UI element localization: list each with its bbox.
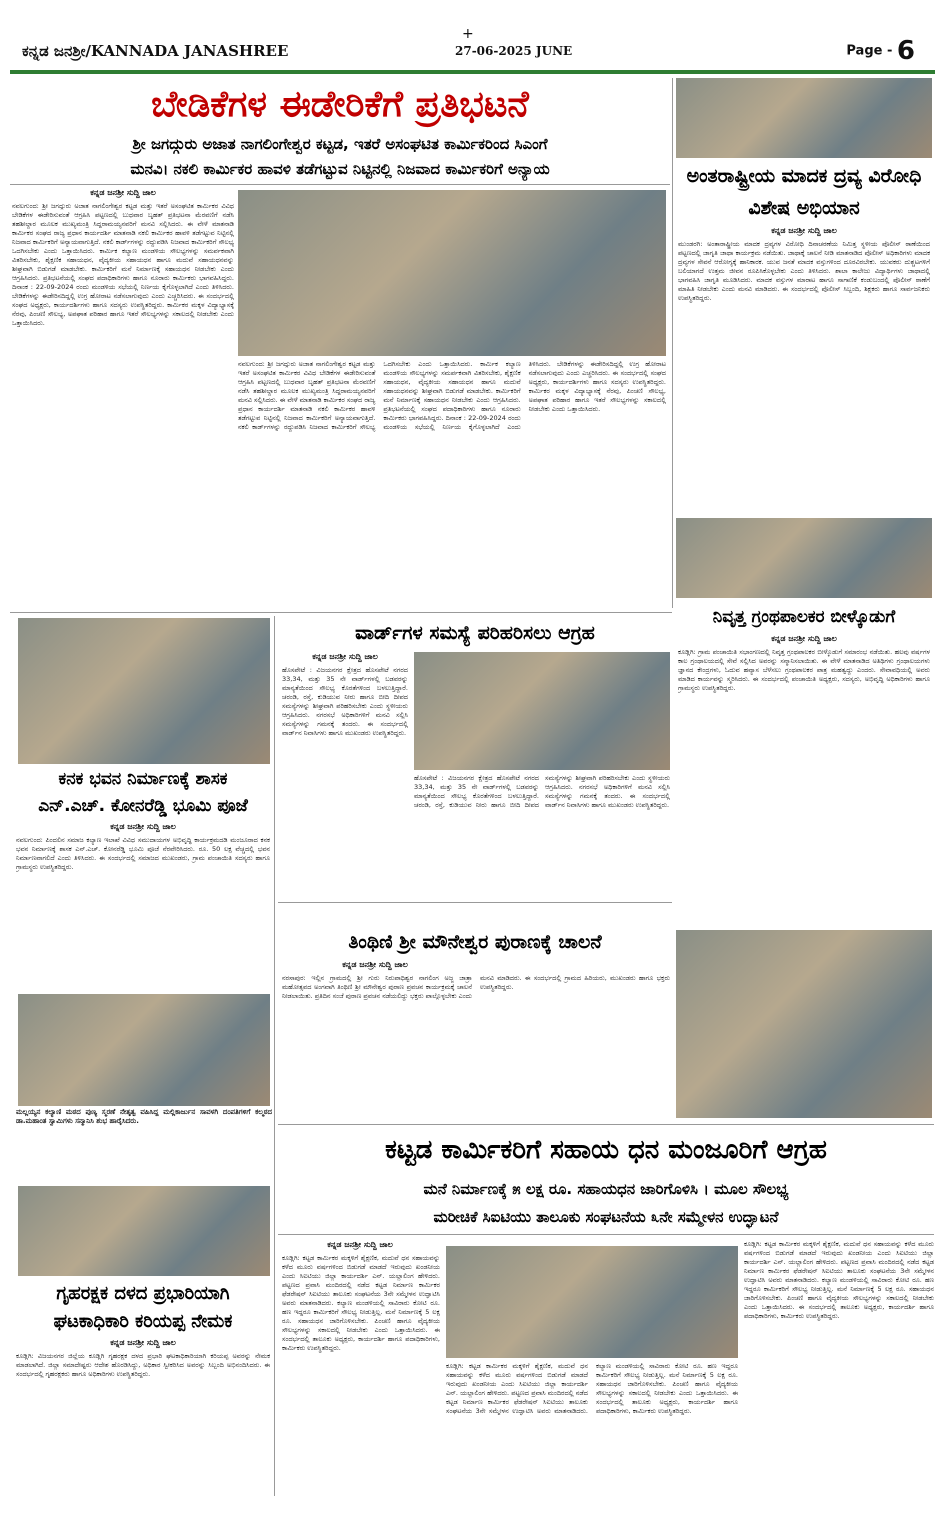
purana-photo: [676, 930, 932, 1118]
paper-name: ಕನ್ನಡ ಜನಶ್ರೀ/KANNADA JANASHREE: [22, 42, 289, 60]
building-headline: ಕಟ್ಟಡ ಕಾರ್ಮಿಕರಿಗೆ ಸಹಾಯ ಧನ ಮಂಜೂರಿಗೆ ಆಗ್ರಹ: [385, 1135, 827, 1165]
ward-byline: ಕನ್ನಡ ಜನಶ್ರೀ ಸುದ್ದಿ ಜಾಲ: [312, 652, 378, 661]
homeguard-byline: ಕನ್ನಡ ಜನಶ್ರೀ ಸುದ್ದಿ ಜಾಲ: [110, 1338, 176, 1347]
kanaka-headline-2: ಎನ್.ಎಚ್. ಕೋನರೆಡ್ಡಿ ಭೂಮಿ ಪೂಜೆ: [38, 796, 248, 816]
registration-mark: +: [462, 26, 474, 42]
column-divider: [274, 616, 275, 1496]
protest-photo: [238, 190, 666, 356]
mutt-felicitation-photo: [18, 994, 270, 1106]
ward-photo: [414, 652, 670, 770]
building-byline: ಕನ್ನಡ ಜನಶ್ರೀ ಸುದ್ದಿ ಜಾಲ: [327, 1240, 393, 1249]
librarian-byline: ಕನ್ನಡ ಜನಶ್ರೀ ಸುದ್ದಿ ಜಾಲ: [771, 634, 837, 643]
issue-date: 27-06-2025 JUNE: [455, 44, 573, 58]
building-workers-photo: [446, 1246, 738, 1358]
ward-headline: ವಾರ್ಡ್‌ಗಳ ಸಮಸ್ಯೆ ಪರಿಹರಿಸಲು ಆಗ್ರಹ: [355, 622, 595, 644]
homeguard-headline-1: ಗೃಹರಕ್ಷಕ ದಳದ ಪ್ರಭಾರಿಯಾಗಿ: [56, 1283, 230, 1304]
building-subheadline-1: ಮನೆ ನಿರ್ಮಾಣಕ್ಕೆ ೫ ಲಕ್ಷ ರೂ. ಸಹಾಯಧನ ಜಾರಿಗೊಳಿಸಿ । ಮೂಲ ಸೌಲಭ್ಯ: [423, 1180, 789, 1198]
homeguard-photo: [18, 1186, 270, 1276]
masthead-rule: [10, 70, 935, 74]
building-subheadline-2: ಮರೀಚಿಕೆ ಸಿಐಟಿಯು ತಾಲೂಕು ಸಂಘಟನೆಯ ೩ನೇ ಸಮ್ಮೇಳನ ಉದ್ಘಾಟನೆ: [433, 1208, 779, 1226]
kanaka-byline: ಕನ್ನಡ ಜನಶ್ರೀ ಸುದ್ದಿ ಜಾಲ: [110, 822, 176, 831]
main-headline: ಬೇಡಿಕೆಗಳ ಈಡೇರಿಕೆಗೆ ಪ್ರತಿಭಟನೆ: [151, 84, 529, 125]
librarian-photo: [676, 518, 932, 598]
kanaka-bhoomi-puja-photo: [18, 618, 270, 764]
kanaka-body: ನವಲಗುಂದ: ಪಿಂದಲಿನ ಸಮಾಜ ಕಲ್ಯಾಣ ಇಲಾಖೆ ವಿವಿಧ ಸಮುದಾಯಗಳ ಅಭಿವೃದ್ಧಿ ಕಾರ್ಯಕ್ರಮದಡಿ ಮಂಜೂರಾದ ಕನಕ ಭವನ ನಿರ್ಮಾಣಕ್ಕೆ ಶಾಸಕ ಎನ್.ಎಚ್. ಕೋನರೆಡ್ಡಿ ಭೂಮಿ ಪೂಜೆ ನೆರವೇರಿಸಿದರು. ರೂ. 50 ಲಕ್ಷ ವೆಚ್ಚದಲ್ಲಿ ಭವನ ನಿರ್ಮಾಣವಾಗಲಿದೆ ಎಂದು ತಿಳಿಸಿದರು. ಈ ಸಂದರ್ಭದಲ್ಲಿ ಸಮಾಜದ ಮುಖಂಡರು, ಗ್ರಾಮ ಪಂಚಾಯಿತಿ ಸದಸ್ಯರು ಹಾಗೂ ಗ್ರಾಮಸ್ಥರು ಉಪಸ್ಥಿತರಿದ್ದರು.: [16, 836, 270, 871]
mutt-caption: ಮಲ್ಲಯ್ಯನ ಕಲ್ಯಾಣಿ ಮಠದ ಪುಣ್ಯ ಸ್ಮರಣೆ ನೇತೃತ್ವ ವಹಿಸಿದ್ದ ಮಲ್ಲಿಕಾರ್ಜುನ ಸಾವಳಗಿ ದಂಪತಿಗಳಿಗೆ ಕಲ್ಮಠದ ಡಾ.ಮಹಾಂತ ಸ್ವಾಮಿಗಳು ಸನ್ಮಾನಿಸಿ ಶುಭ ಹಾರೈಸಿದರು.: [16, 1108, 272, 1125]
drug-headline: ಅಂತರಾಷ್ಟ್ರೀಯ ಮಾದಕ ದ್ರವ್ಯ ವಿರೋಧಿ ವಿಶೇಷ ಅಭಿಯಾನ: [686, 165, 922, 219]
page-number: Page - 6: [846, 36, 915, 66]
divider: [278, 1234, 934, 1235]
purana-body: ನರಸಾಪುರ: ಇಲ್ಲಿನ ಗ್ರಾಮದಲ್ಲಿ ಶ್ರೀ ಗುರು ನಿರುಪಾಧಿಶ್ವರ ನಾಗಲಿಂಗ ಅಜ್ಜ ಜಾತ್ರಾ ಮಹೋತ್ಸವದ ಅಂಗವಾಗಿ ತಿಂಥಿಣಿ ಶ್ರೀ ಮೌನೇಶ್ವರ ಪುರಾಣ ಪ್ರವಚನ ಕಾರ್ಯಕ್ರಮಕ್ಕೆ ಚಾಲನೆ ನೀಡಲಾಯಿತು. ಪ್ರತಿದಿನ ಸಂಜೆ ಪುರಾಣ ಪ್ರವಚನ ನಡೆಯಲಿದ್ದು ಭಕ್ತರು ಪಾಲ್ಗೊಳ್ಳಬೇಕು ಎಂದು ಮನವಿ ಮಾಡಿದರು. ಈ ಸಂದರ್ಭದಲ್ಲಿ ಗ್ರಾಮದ ಹಿರಿಯರು, ಮುಖಂಡರು ಹಾಗೂ ಭಕ್ತರು ಉಪಸ್ಥಿತರಿದ್ದರು.: [282, 974, 670, 1000]
main-subheadline-2: ಮನವಿ। ನಕಲಿ ಕಾರ್ಮಿಕರ ಹಾವಳಿ ತಡೆಗಟ್ಟುವ ನಿಟ್ಟಿನಲ್ಲಿ ನಿಜವಾದ ಕಾರ್ಮಿಕರಿಗೆ ಅನ್ಯಾಯ: [130, 160, 550, 178]
divider: [10, 184, 670, 185]
drug-awareness-photo: [676, 78, 932, 158]
main-body-left: ನವಲಗುಂದ: ಶ್ರೀ ಜಗದ್ಗುರು ಅಜಾತ ನಾಗಲಿಂಗೇಶ್ವರ ಕಟ್ಟಡ ಮತ್ತು ಇತರೆ ಅಸಂಘಟಿತ ಕಾರ್ಮಿಕರ ವಿವಿಧ ಬೇಡಿಕೆಗಳ ಈಡೇರಿಸುವಂತೆ ಆಗ್ರಹಿಸಿ ಪಟ್ಟಣದಲ್ಲಿ ಬುಧವಾರ ಬೃಹತ್ ಪ್ರತಿಭಟನಾ ಮೆರವಣಿಗೆ ನಡೆಸಿ ತಹಶೀಲ್ದಾರ ಮೂಲಕ ಮುಖ್ಯಮಂತ್ರಿ ಸಿದ್ದರಾಮಯ್ಯನವರಿಗೆ ಮನವಿ ಸಲ್ಲಿಸಿದರು. ಈ ವೇಳೆ ಮಾತನಾಡಿ ಕಾರ್ಮಿಕರ ಸಂಘದ ರಾಜ್ಯ ಪ್ರಧಾನ ಕಾರ್ಯದರ್ಶಿ ಮಾತನಾಡಿ ನಕಲಿ ಕಾರ್ಮಿಕರ ಹಾವಳಿ ತಡೆಗಟ್ಟುವ ನಿಟ್ಟಿನಲ್ಲಿ ನಿಜವಾದ ಕಾರ್ಮಿಕರಿಗೆ ಅನ್ಯಾಯವಾಗುತ್ತಿದೆ. ನಕಲಿ ಕಾರ್ಡ್‌ಗಳನ್ನು ರದ್ದುಪಡಿಸಿ ನಿಜವಾದ ಕಾರ್ಮಿಕರಿಗೆ ಸೌಲಭ್ಯ ಒದಗಿಸಬೇಕು ಎಂದು ಒತ್ತಾಯಿಸಿದರು. ಕಾರ್ಮಿಕ ಕಲ್ಯಾಣ ಮಂಡಳಿಯ ಸೌಲಭ್ಯಗಳನ್ನು ಸಮರ್ಪಕವಾಗಿ ವಿತರಿಸಬೇಕು, ಶೈಕ್ಷಣಿಕ ಸಹಾಯಧನ, ವೈದ್ಯಕೀಯ ಸಹಾಯಧನ ಹಾಗೂ ಮದುವೆ ಸಹಾಯಧನವನ್ನು ಶೀಘ್ರವಾಗಿ ಬಿಡುಗಡೆ ಮಾಡಬೇಕು. ಕಾರ್ಮಿಕರಿಗೆ ಮನೆ ನಿರ್ಮಾಣಕ್ಕೆ ಸಹಾಯಧನ ನೀಡಬೇಕು ಎಂದು ಆಗ್ರಹಿಸಿದರು. ಪ್ರತಿಭಟನೆಯಲ್ಲಿ ಸಂಘದ ಪದಾಧಿಕಾರಿಗಳು ಹಾಗೂ ನೂರಾರು ಕಾರ್ಮಿಕರು ಭಾಗವಹಿಸಿದ್ದರು. ದಿನಾಂಕ : 22-09-2024 ರಂದು ಮಂಡಳಿಯ ಸಭೆಯಲ್ಲಿ ನಿರ್ಣಯ ಕೈಗೊಳ್ಳಲಾಗಿದೆ ಎಂದು ತಿಳಿಸಿದರು. ಬೇಡಿಕೆಗಳನ್ನು ಈಡೇರಿಸದಿದ್ದಲ್ಲಿ ಉಗ್ರ ಹೋರಾಟ ನಡೆಸಲಾಗುವುದು ಎಂದು ಎಚ್ಚರಿಸಿದರು. ಈ ಸಂದರ್ಭದಲ್ಲಿ ಸಂಘದ ಅಧ್ಯಕ್ಷರು, ಕಾರ್ಯದರ್ಶಿಗಳು ಹಾಗೂ ಸದಸ್ಯರು ಉಪಸ್ಥಿತರಿದ್ದರು. ಕಾರ್ಮಿಕರ ಮಕ್ಕಳ ವಿದ್ಯಾಭ್ಯಾಸಕ್ಕೆ ನೆರವು, ಪಿಂಚಣಿ ಸೌಲಭ್ಯ, ಅಪಘಾತ ಪರಿಹಾರ ಹಾಗೂ ಇತರೆ ಸೌಲಭ್ಯಗಳನ್ನು ಸಕಾಲದಲ್ಲಿ ನೀಡಬೇಕು ಎಂದು ಒತ್ತಾಯಿಸಿದರು.: [12, 202, 234, 327]
ward-body-right: ಹೊಸಪೇಟೆ : ವಿಜಯನಗರ ಕ್ಷೇತ್ರದ ಹೊಸಪೇಟೆ ನಗರದ 33,34, ಮತ್ತು 35 ನೇ ವಾರ್ಡ್‌ಗಳಲ್ಲಿ ಬಡವರನ್ನು ಮಾನ್ಯತೆಯಿಂದ ಸೌಲಭ್ಯ ಕೊರತೆಗಳಿಂದ ಬಳಲುತ್ತಿದ್ದಾರೆ. ಚರಂಡಿ, ರಸ್ತೆ, ಕುಡಿಯುವ ನೀರು ಹಾಗೂ ಬೀದಿ ದೀಪದ ಸಮಸ್ಯೆಗಳನ್ನು ಶೀಘ್ರವಾಗಿ ಪರಿಹರಿಸಬೇಕು ಎಂದು ಸ್ಥಳೀಯರು ಆಗ್ರಹಿಸಿದರು. ನಗರಸಭೆ ಅಧಿಕಾರಿಗಳಿಗೆ ಮನವಿ ಸಲ್ಲಿಸಿ ಸಮಸ್ಯೆಗಳನ್ನು ಗಮನಕ್ಕೆ ತಂದರು. ಈ ಸಂದರ್ಭದಲ್ಲಿ ವಾರ್ಡ್‌ನ ನಿವಾಸಿಗಳು ಹಾಗೂ ಮುಖಂಡರು ಉಪಸ್ಥಿತರಿದ್ದರು.: [414, 774, 670, 809]
divider: [10, 612, 672, 613]
purana-byline: ಕನ್ನಡ ಜನಶ್ರೀ ಸುದ್ದಿ ಜಾಲ: [342, 960, 408, 969]
divider: [278, 902, 672, 903]
building-body-middle: ಕೂಡ್ಲಿಗಿ: ಕಟ್ಟಡ ಕಾರ್ಮಿಕರ ಮಕ್ಕಳಿಗೆ ಶೈಕ್ಷಣಿಕ, ಮದುವೆ ಧನ ಸಹಾಯವನ್ನು ಕಳೆದ ಮೂರು ವರ್ಷಗಳಿಂದ ಬಿಡುಗಡೆ ಮಾಡದೆ ಇರುವುದು ಖಂಡನೀಯ ಎಂದು ಸಿಐಟಿಯು ಜಿಲ್ಲಾ ಕಾರ್ಯದರ್ಶಿ ಎನ್. ಯಲ್ಲಾಲಿಂಗ ಹೇಳಿದರು. ಪಟ್ಟಣದ ಪ್ರವಾಸಿ ಮಂದಿರದಲ್ಲಿ ನಡೆದ ಕಟ್ಟಡ ನಿರ್ಮಾಣ ಕಾರ್ಮಿಕರ ಫೆಡರೇಷನ್ ಸಿಐಟಿಯು ತಾಲೂಕು ಸಂಘಟನೆಯ 3ನೇ ಸಮ್ಮೇಳನ ಉದ್ಘಾಟಿಸಿ ಅವರು ಮಾತನಾಡಿದರು. ಕಲ್ಯಾಣ ಮಂಡಳಿಯಲ್ಲಿ ಸಾವಿರಾರು ಕೋಟಿ ರೂ. ಹಣ ಇದ್ದರೂ ಕಾರ್ಮಿಕರಿಗೆ ಸೌಲಭ್ಯ ನೀಡುತ್ತಿಲ್ಲ. ಮನೆ ನಿರ್ಮಾಣಕ್ಕೆ 5 ಲಕ್ಷ ರೂ. ಸಹಾಯಧನ ಜಾರಿಗೊಳಿಸಬೇಕು. ಪಿಂಚಣಿ ಹಾಗೂ ವೈದ್ಯಕೀಯ ಸೌಲಭ್ಯಗಳನ್ನು ಸಕಾಲದಲ್ಲಿ ನೀಡಬೇಕು ಎಂದು ಒತ್ತಾಯಿಸಿದರು. ಈ ಸಂದರ್ಭದಲ್ಲಿ ತಾಲೂಕು ಅಧ್ಯಕ್ಷರು, ಕಾರ್ಯದರ್ಶಿ ಹಾಗೂ ಪದಾಧಿಕಾರಿಗಳು, ಕಾರ್ಮಿಕರು ಉಪಸ್ಥಿತರಿದ್ದರು.: [446, 1362, 738, 1415]
kanaka-headline-1: ಕನಕ ಭವನ ನಿರ್ಮಾಣಕ್ಕೆ ಶಾಸಕ: [58, 769, 228, 789]
homeguard-headline-2: ಘಟಕಾಧಿಕಾರಿ ಕರಿಯಪ್ಪ ನೇಮಕ: [53, 1311, 233, 1332]
drug-byline: ಕನ್ನಡ ಜನಶ್ರೀ ಸುದ್ದಿ ಜಾಲ: [771, 226, 837, 235]
main-body-right: ನವಲಗುಂದ: ಶ್ರೀ ಜಗದ್ಗುರು ಅಜಾತ ನಾಗಲಿಂಗೇಶ್ವರ ಕಟ್ಟಡ ಮತ್ತು ಇತರೆ ಅಸಂಘಟಿತ ಕಾರ್ಮಿಕರ ವಿವಿಧ ಬೇಡಿಕೆಗಳ ಈಡೇರಿಸುವಂತೆ ಆಗ್ರಹಿಸಿ ಪಟ್ಟಣದಲ್ಲಿ ಬುಧವಾರ ಬೃಹತ್ ಪ್ರತಿಭಟನಾ ಮೆರವಣಿಗೆ ನಡೆಸಿ ತಹಶೀಲ್ದಾರ ಮೂಲಕ ಮುಖ್ಯಮಂತ್ರಿ ಸಿದ್ದರಾಮಯ್ಯನವರಿಗೆ ಮನವಿ ಸಲ್ಲಿಸಿದರು. ಈ ವೇಳೆ ಮಾತನಾಡಿ ಕಾರ್ಮಿಕರ ಸಂಘದ ರಾಜ್ಯ ಪ್ರಧಾನ ಕಾರ್ಯದರ್ಶಿ ಮಾತನಾಡಿ ನಕಲಿ ಕಾರ್ಮಿಕರ ಹಾವಳಿ ತಡೆಗಟ್ಟುವ ನಿಟ್ಟಿನಲ್ಲಿ ನಿಜವಾದ ಕಾರ್ಮಿಕರಿಗೆ ಅನ್ಯಾಯವಾಗುತ್ತಿದೆ. ನಕಲಿ ಕಾರ್ಡ್‌ಗಳನ್ನು ರದ್ದುಪಡಿಸಿ ನಿಜವಾದ ಕಾರ್ಮಿಕರಿಗೆ ಸೌಲಭ್ಯ ಒದಗಿಸಬೇಕು ಎಂದು ಒತ್ತಾಯಿಸಿದರು. ಕಾರ್ಮಿಕ ಕಲ್ಯಾಣ ಮಂಡಳಿಯ ಸೌಲಭ್ಯಗಳನ್ನು ಸಮರ್ಪಕವಾಗಿ ವಿತರಿಸಬೇಕು, ಶೈಕ್ಷಣಿಕ ಸಹಾಯಧನ, ವೈದ್ಯಕೀಯ ಸಹಾಯಧನ ಹಾಗೂ ಮದುವೆ ಸಹಾಯಧನವನ್ನು ಶೀಘ್ರವಾಗಿ ಬಿಡುಗಡೆ ಮಾಡಬೇಕು. ಕಾರ್ಮಿಕರಿಗೆ ಮನೆ ನಿರ್ಮಾಣಕ್ಕೆ ಸಹಾಯಧನ ನೀಡಬೇಕು ಎಂದು ಆಗ್ರಹಿಸಿದರು. ಪ್ರತಿಭಟನೆಯಲ್ಲಿ ಸಂಘದ ಪದಾಧಿಕಾರಿಗಳು ಹಾಗೂ ನೂರಾರು ಕಾರ್ಮಿಕರು ಭಾಗವಹಿಸಿದ್ದರು. ದಿನಾಂಕ : 22-09-2024 ರಂದು ಮಂಡಳಿಯ ಸಭೆಯಲ್ಲಿ ನಿರ್ಣಯ ಕೈಗೊಳ್ಳಲಾಗಿದೆ ಎಂದು ತಿಳಿಸಿದರು. ಬೇಡಿಕೆಗಳನ್ನು ಈಡೇರಿಸದಿದ್ದಲ್ಲಿ ಉಗ್ರ ಹೋರಾಟ ನಡೆಸಲಾಗುವುದು ಎಂದು ಎಚ್ಚರಿಸಿದರು. ಈ ಸಂದರ್ಭದಲ್ಲಿ ಸಂಘದ ಅಧ್ಯಕ್ಷರು, ಕಾರ್ಯದರ್ಶಿಗಳು ಹಾಗೂ ಸದಸ್ಯರು ಉಪಸ್ಥಿತರಿದ್ದರು. ಕಾರ್ಮಿಕರ ಮಕ್ಕಳ ವಿದ್ಯಾಭ್ಯಾಸಕ್ಕೆ ನೆರವು, ಪಿಂಚಣಿ ಸೌಲಭ್ಯ, ಅಪಘಾತ ಪರಿಹಾರ ಹಾಗೂ ಇತರೆ ಸೌಲಭ್ಯಗಳನ್ನು ಸಕಾಲದಲ್ಲಿ ನೀಡಬೇಕು ಎಂದು ಒತ್ತಾಯಿಸಿದರು.: [238, 360, 666, 431]
divider: [278, 1124, 934, 1125]
ward-body-left: ಹೊಸಪೇಟೆ : ವಿಜಯನಗರ ಕ್ಷೇತ್ರದ ಹೊಸಪೇಟೆ ನಗರದ 33,34, ಮತ್ತು 35 ನೇ ವಾರ್ಡ್‌ಗಳಲ್ಲಿ ಬಡವರನ್ನು ಮಾನ್ಯತೆಯಿಂದ ಸೌಲಭ್ಯ ಕೊರತೆಗಳಿಂದ ಬಳಲುತ್ತಿದ್ದಾರೆ. ಚರಂಡಿ, ರಸ್ತೆ, ಕುಡಿಯುವ ನೀರು ಹಾಗೂ ಬೀದಿ ದೀಪದ ಸಮಸ್ಯೆಗಳನ್ನು ಶೀಘ್ರವಾಗಿ ಪರಿಹರಿಸಬೇಕು ಎಂದು ಸ್ಥಳೀಯರು ಆಗ್ರಹಿಸಿದರು. ನಗರಸಭೆ ಅಧಿಕಾರಿಗಳಿಗೆ ಮನವಿ ಸಲ್ಲಿಸಿ ಸಮಸ್ಯೆಗಳನ್ನು ಗಮನಕ್ಕೆ ತಂದರು. ಈ ಸಂದರ್ಭದಲ್ಲಿ ವಾರ್ಡ್‌ನ ನಿವಾಸಿಗಳು ಹಾಗೂ ಮುಖಂಡರು ಉಪಸ್ಥಿತರಿದ್ದರು.: [282, 666, 408, 737]
drug-body: ಮುಂಡರಗಿ: ಅಂತಾರಾಷ್ಟ್ರೀಯ ಮಾದಕ ದ್ರವ್ಯಗಳ ವಿರೋಧಿ ದಿನಾಚರಣೆಯ ನಿಮಿತ್ತ ಸ್ಥಳೀಯ ಪೊಲೀಸ್ ಠಾಣೆಯಿಂದ ಪಟ್ಟಣದಲ್ಲಿ ಜಾಗೃತಿ ಜಾಥಾ ಕಾರ್ಯಕ್ರಮ ನಡೆಯಿತು. ಜಾಥಾಕ್ಕೆ ಚಾಲನೆ ನೀಡಿ ಮಾತನಾಡಿದ ಪೊಲೀಸ್ ಅಧಿಕಾರಿಗಳು ಮಾದಕ ದ್ರವ್ಯಗಳ ಸೇವನೆ ಆರೋಗ್ಯಕ್ಕೆ ಹಾನಿಕಾರಕ. ಯುವ ಜನತೆ ಮಾದಕ ವಸ್ತುಗಳಿಂದ ದೂರವಿರಬೇಕು. ಯುವಕರು ದುಶ್ಚಟಗಳಿಗೆ ಬಲಿಯಾಗದೆ ಉತ್ತಮ ಜೀವನ ರೂಪಿಸಿಕೊಳ್ಳಬೇಕು ಎಂದು ತಿಳಿಸಿದರು. ಶಾಲಾ ಕಾಲೇಜು ವಿದ್ಯಾರ್ಥಿಗಳು ಜಾಥಾದಲ್ಲಿ ಭಾಗವಹಿಸಿ ಜಾಗೃತಿ ಮೂಡಿಸಿದರು. ಮಾದಕ ವಸ್ತುಗಳ ಮಾರಾಟ ಹಾಗೂ ಸಾಗಾಣಿಕೆ ಕಂಡುಬಂದಲ್ಲಿ ಪೊಲೀಸ್ ಠಾಣೆಗೆ ಮಾಹಿತಿ ನೀಡಬೇಕು ಎಂದು ಮನವಿ ಮಾಡಿದರು. ಈ ಸಂದರ್ಭದಲ್ಲಿ ಪೊಲೀಸ್ ಸಿಬ್ಬಂದಿ, ಶಿಕ್ಷಕರು ಹಾಗೂ ಸಾರ್ವಜನಿಕರು ಉಪಸ್ಥಿತರಿದ್ದರು.: [678, 240, 930, 302]
building-body-right: ಕೂಡ್ಲಿಗಿ: ಕಟ್ಟಡ ಕಾರ್ಮಿಕರ ಮಕ್ಕಳಿಗೆ ಶೈಕ್ಷಣಿಕ, ಮದುವೆ ಧನ ಸಹಾಯವನ್ನು ಕಳೆದ ಮೂರು ವರ್ಷಗಳಿಂದ ಬಿಡುಗಡೆ ಮಾಡದೆ ಇರುವುದು ಖಂಡನೀಯ ಎಂದು ಸಿಐಟಿಯು ಜಿಲ್ಲಾ ಕಾರ್ಯದರ್ಶಿ ಎನ್. ಯಲ್ಲಾಲಿಂಗ ಹೇಳಿದರು. ಪಟ್ಟಣದ ಪ್ರವಾಸಿ ಮಂದಿರದಲ್ಲಿ ನಡೆದ ಕಟ್ಟಡ ನಿರ್ಮಾಣ ಕಾರ್ಮಿಕರ ಫೆಡರೇಷನ್ ಸಿಐಟಿಯು ತಾಲೂಕು ಸಂಘಟನೆಯ 3ನೇ ಸಮ್ಮೇಳನ ಉದ್ಘಾಟಿಸಿ ಅವರು ಮಾತನಾಡಿದರು. ಕಲ್ಯಾಣ ಮಂಡಳಿಯಲ್ಲಿ ಸಾವಿರಾರು ಕೋಟಿ ರೂ. ಹಣ ಇದ್ದರೂ ಕಾರ್ಮಿಕರಿಗೆ ಸೌಲಭ್ಯ ನೀಡುತ್ತಿಲ್ಲ. ಮನೆ ನಿರ್ಮಾಣಕ್ಕೆ 5 ಲಕ್ಷ ರೂ. ಸಹಾಯಧನ ಜಾರಿಗೊಳಿಸಬೇಕು. ಪಿಂಚಣಿ ಹಾಗೂ ವೈದ್ಯಕೀಯ ಸೌಲಭ್ಯಗಳನ್ನು ಸಕಾಲದಲ್ಲಿ ನೀಡಬೇಕು ಎಂದು ಒತ್ತಾಯಿಸಿದರು. ಈ ಸಂದರ್ಭದಲ್ಲಿ ತಾಲೂಕು ಅಧ್ಯಕ್ಷರು, ಕಾರ್ಯದರ್ಶಿ ಹಾಗೂ ಪದಾಧಿಕಾರಿಗಳು, ಕಾರ್ಮಿಕರು ಉಪಸ್ಥಿತರಿದ್ದರು.: [744, 1240, 934, 1320]
column-divider: [672, 78, 673, 608]
homeguard-body: ಕೂಡ್ಲಿಗಿ: ವಿಜಯನಗರ ಜಿಲ್ಲೆಯ ಕೂಡ್ಲಿಗಿ ಗೃಹರಕ್ಷಕ ದಳದ ಪ್ರಭಾರಿ ಘಟಕಾಧಿಕಾರಿಯಾಗಿ ಕರಿಯಪ್ಪ ಅವರನ್ನು ನೇಮಕ ಮಾಡಲಾಗಿದೆ. ಜಿಲ್ಲಾ ಸಮಾದೇಷ್ಟರು ಆದೇಶ ಹೊರಡಿಸಿದ್ದು, ಅಧಿಕಾರ ಸ್ವೀಕರಿಸಿದ ಅವರನ್ನು ಸಿಬ್ಬಂದಿ ಅಭಿನಂದಿಸಿದರು. ಈ ಸಂದರ್ಭದಲ್ಲಿ ಗೃಹರಕ್ಷಕರು ಹಾಗೂ ಅಧಿಕಾರಿಗಳು ಉಪಸ್ಥಿತರಿದ್ದರು.: [16, 1352, 270, 1378]
main-byline: ಕನ್ನಡ ಜನಶ್ರೀ ಸುದ್ದಿ ಜಾಲ: [90, 188, 156, 197]
purana-headline: ತಿಂಥಿಣಿ ಶ್ರೀ ಮೌನೇಶ್ವರ ಪುರಾಣಕ್ಕೆ ಚಾಲನೆ: [348, 931, 602, 953]
librarian-headline: ನಿವೃತ್ತ ಗ್ರಂಥಪಾಲಕರ ಬೀಳ್ಕೊಡುಗೆ: [712, 607, 896, 627]
main-subheadline-1: ಶ್ರೀ ಜಗದ್ಗುರು ಅಜಾತ ನಾಗಲಿಂಗೇಶ್ವರ ಕಟ್ಟಡ, ಇತರೆ ಅಸಂಘಟಿತ ಕಾರ್ಮಿಕರಿಂದ ಸಿಎಂಗೆ: [132, 135, 548, 153]
building-body-left: ಕೂಡ್ಲಿಗಿ: ಕಟ್ಟಡ ಕಾರ್ಮಿಕರ ಮಕ್ಕಳಿಗೆ ಶೈಕ್ಷಣಿಕ, ಮದುವೆ ಧನ ಸಹಾಯವನ್ನು ಕಳೆದ ಮೂರು ವರ್ಷಗಳಿಂದ ಬಿಡುಗಡೆ ಮಾಡದೆ ಇರುವುದು ಖಂಡನೀಯ ಎಂದು ಸಿಐಟಿಯು ಜಿಲ್ಲಾ ಕಾರ್ಯದರ್ಶಿ ಎನ್. ಯಲ್ಲಾಲಿಂಗ ಹೇಳಿದರು. ಪಟ್ಟಣದ ಪ್ರವಾಸಿ ಮಂದಿರದಲ್ಲಿ ನಡೆದ ಕಟ್ಟಡ ನಿರ್ಮಾಣ ಕಾರ್ಮಿಕರ ಫೆಡರೇಷನ್ ಸಿಐಟಿಯು ತಾಲೂಕು ಸಂಘಟನೆಯ 3ನೇ ಸಮ್ಮೇಳನ ಉದ್ಘಾಟಿಸಿ ಅವರು ಮಾತನಾಡಿದರು. ಕಲ್ಯಾಣ ಮಂಡಳಿಯಲ್ಲಿ ಸಾವಿರಾರು ಕೋಟಿ ರೂ. ಹಣ ಇದ್ದರೂ ಕಾರ್ಮಿಕರಿಗೆ ಸೌಲಭ್ಯ ನೀಡುತ್ತಿಲ್ಲ. ಮನೆ ನಿರ್ಮಾಣಕ್ಕೆ 5 ಲಕ್ಷ ರೂ. ಸಹಾಯಧನ ಜಾರಿಗೊಳಿಸಬೇಕು. ಪಿಂಚಣಿ ಹಾಗೂ ವೈದ್ಯಕೀಯ ಸೌಲಭ್ಯಗಳನ್ನು ಸಕಾಲದಲ್ಲಿ ನೀಡಬೇಕು ಎಂದು ಒತ್ತಾಯಿಸಿದರು. ಈ ಸಂದರ್ಭದಲ್ಲಿ ತಾಲೂಕು ಅಧ್ಯಕ್ಷರು, ಕಾರ್ಯದರ್ಶಿ ಹಾಗೂ ಪದಾಧಿಕಾರಿಗಳು, ಕಾರ್ಮಿಕರು ಉಪಸ್ಥಿತರಿದ್ದರು.: [282, 1254, 440, 1352]
librarian-body: ಕೂಡ್ಲಿಗಿ: ಗ್ರಾಮ ಪಂಚಾಯಿತಿ ಸಭಾಂಗಣದಲ್ಲಿ ನಿವೃತ್ತ ಗ್ರಂಥಪಾಲಕರ ಬೀಳ್ಕೊಡುಗೆ ಸಮಾರಂಭ ನಡೆಯಿತು. ಹಲವು ವರ್ಷಗಳ ಕಾಲ ಗ್ರಂಥಾಲಯದಲ್ಲಿ ಸೇವೆ ಸಲ್ಲಿಸಿದ ಅವರನ್ನು ಸನ್ಮಾನಿಸಲಾಯಿತು. ಈ ವೇಳೆ ಮಾತನಾಡಿದ ಅತಿಥಿಗಳು ಗ್ರಂಥಾಲಯಗಳು ಜ್ಞಾನದ ಕೇಂದ್ರಗಳು, ಓದುವ ಹವ್ಯಾಸ ಬೆಳೆಸಲು ಗ್ರಂಥಪಾಲಕರ ಪಾತ್ರ ಮಹತ್ವದ್ದು ಎಂದರು. ಸೇವಾವಧಿಯಲ್ಲಿ ಅವರು ಮಾಡಿದ ಕಾರ್ಯವನ್ನು ಸ್ಮರಿಸಿದರು. ಈ ಸಂದರ್ಭದಲ್ಲಿ ಪಂಚಾಯಿತಿ ಅಧ್ಯಕ್ಷರು, ಸದಸ್ಯರು, ಅಭಿವೃದ್ಧಿ ಅಧಿಕಾರಿಗಳು ಹಾಗೂ ಗ್ರಾಮಸ್ಥರು ಉಪಸ್ಥಿತರಿದ್ದರು.: [678, 648, 930, 692]
masthead: [0, 0, 945, 70]
